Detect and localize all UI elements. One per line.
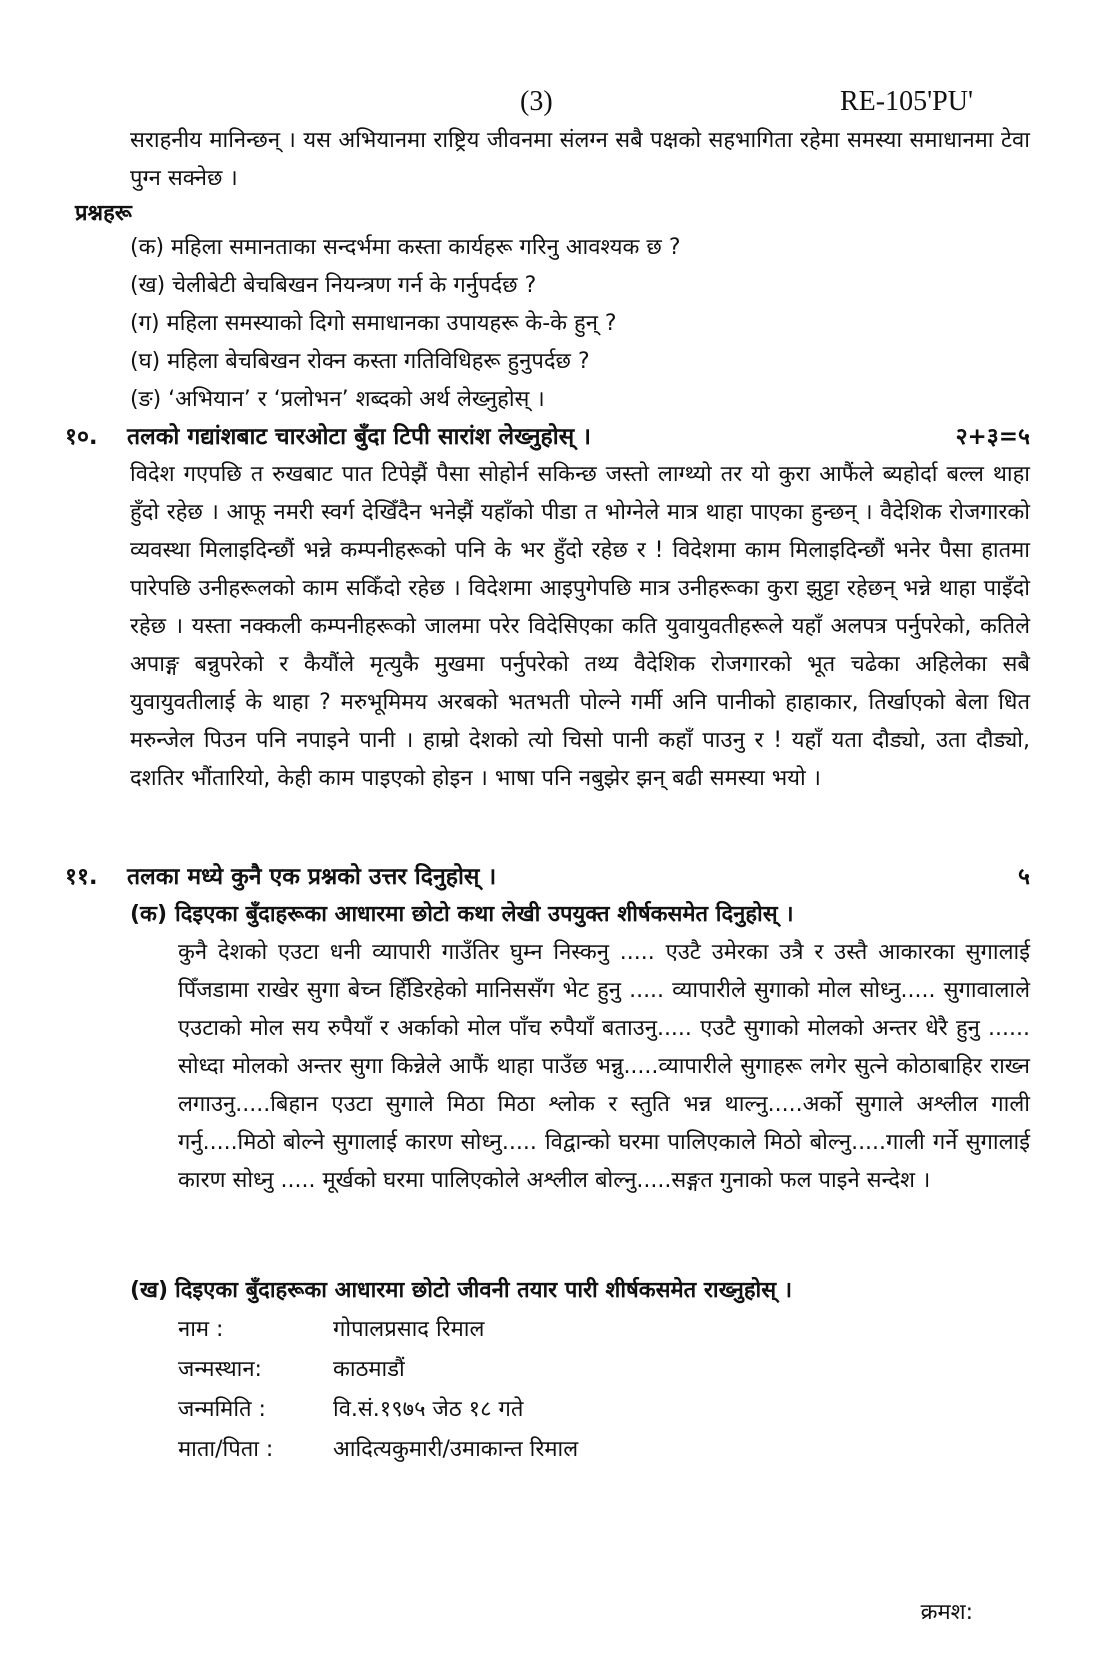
detail-row (178, 1390, 578, 1430)
question-10-heading (65, 418, 1030, 456)
detail-row (178, 1430, 578, 1470)
q10-passage: विदेश गएपछि त रुखबाट पात टिपेझैं पैसा सोहोर्न सकिन्छ जस्तो लाग्थ्यो तर यो कुरा आफैंले ब्यहोर्दा बल्ल थाहा हुँदो रहेछ । आफू नमरी स्वर्ग देखिँदैन भनेझैं यहाँको पीडा त भोग्नेले मात्र थाहा पाएका हुन्छन् । वैदेशिक रोजगारको व्यवस्था मिलाइदिन्छौं भन्ने कम्पनीहरूको पनि के भर हुँदो रहेछ र ! विदेशमा काम मिलाइदिन्छौं भनेर पैसा हातमा पारेपछि उनीहरूलको काम सकिँदो रहेछ । विदेशमा आइपुगेपछि मात्र उनीहरूका कुरा झुट्टा रहेछन् भन्ने थाहा पाइँदो रहेछ । यस्ता नक्कली कम्पनीहरूको जालमा परेर विदेसिएका कति युवायुवतीहरूले यहाँ अलपत्र पर्नुपरेको, कतिले अपाङ्ग बन्नुपरेको र कैयौंले मृत्युकै मुखमा पर्नुपरेको तथ्य वैदेशिक रोजगारको भूत चढेका अहिलेका सबै युवायुवतीलाई के थाहा ? मरुभूमिमय अरबको भतभती पोल्ने गर्मी अनि पानीको हाहाकार, तिर्खाएको बेला धित मरुन्जेल पिउन पनि नपाइने पानी । हाम्रो देशको त्यो चिसो पानी कहाँ पाउनु र ! यहाँ यता दौड्यो, उता दौड्यो, दशतिर भौंतारियो, केही काम पाइएको होइन । भाषा पनि नबुझेर झन् बढी समस्या भयो । (130, 462, 1030, 791)
question-item: (ख) चेलीबेटी बेचबिखन नियन्त्रण गर्न के गर्नुपर्दछ ? (130, 273, 537, 298)
question-marks: ५ (1018, 864, 1030, 890)
question-list (130, 229, 1030, 419)
question-number: ११. (65, 864, 98, 890)
part-title: दिइएका बुँदाहरूका आधारमा छोटो जीवनी तयार पारी शीर्षकसमेत राख्नुहोस् । (175, 1278, 793, 1303)
question-title: तलको गद्यांशबाट चारओटा बुँदा टिपी सारांश लेख्नुहोस् । (127, 424, 591, 450)
q11-part-a-heading (130, 896, 1030, 934)
detail-label: नाम : (178, 1317, 224, 1342)
question-marks: २+३=५ (955, 424, 1030, 450)
detail-value: आदित्यकुमारी/उमाकान्त रिमाल (333, 1437, 579, 1462)
detail-label: जन्मस्थान: (178, 1357, 262, 1382)
detail-label: माता/पिता : (178, 1437, 274, 1462)
questions-heading: प्रश्नहरू (75, 201, 132, 226)
page-number: (3) (520, 86, 553, 117)
q11-part-a-text: कुनै देशको एउटा धनी व्यापारी गाउँतिर घुम्न निस्कनु ..... एउटै उमेरका उत्रै र उस्तै आकारका सुगालाई पिँजडामा राखेर सुगा बेच्न हिँडिरहेको मानिससँग भेट हुनु ..... व्यापारीले सुगाको मोल सोध्नु..... सुगावालाले एउटाको मोल सय रुपैयाँ र अर्काको मोल पाँच रुपैयाँ बताउनु..... एउटै सुगाको मोलको अन्तर धेरै हुनु ...... सोध्दा मोलको अन्तर सुगा किन्नेले आफैं थाहा पाउँछ भन्नु.....व्यापारीले सुगाहरू लगेर सुत्ने कोठाबाहिर राख्न लगाउनु.....बिहान एउटा सुगाले मिठा मिठा श्लोक र स्तुति भन्न थाल्नु.....अर्को सुगाले अश्लील गाली गर्नु.....मिठो बोल्ने सुगालाई कारण सोध्नु..... विद्वान्को घरमा पालिएकाले मिठो बोल्नु.....गाली गर्ने सुगालाई कारण सोध्नु ..... मूर्खको घरमा पालिएकोले अश्लील बोल्नु.....सङ्गत गुनाको फल पाइने सन्देश । (178, 940, 1030, 1193)
detail-row (178, 1350, 578, 1390)
q11-part-b-heading (130, 1272, 1030, 1310)
part-title: दिइएका बुँदाहरूका आधारमा छोटो कथा लेखी उपयुक्त शीर्षकसमेत दिनुहोस् । (175, 902, 794, 927)
detail-value: काठमाडौं (333, 1357, 405, 1382)
detail-value: गोपालप्रसाद रिमाल (333, 1317, 485, 1342)
detail-row (178, 1310, 578, 1350)
question-item: (ङ) ‘अभियान’ र ‘प्रलोभन’ शब्दको अर्थ लेख्नुहोस् । (130, 387, 545, 412)
question-number: १०. (65, 424, 98, 450)
question-11-heading (65, 858, 1030, 896)
question-title: तलका मध्ये कुनै एक प्रश्नको उत्तर दिनुहोस् । (127, 864, 497, 890)
part-label: (ख) (130, 1278, 169, 1303)
detail-value: वि.सं.१९७५ जेठ १८ गते (333, 1397, 524, 1422)
question-item: (घ) महिला बेचबिखन रोक्न कस्ता गतिविधिहरू हुनुपर्दछ ? (130, 349, 590, 374)
question-item: (क) महिला समानताका सन्दर्भमा कस्ता कार्यहरू गरिनु आवश्यक छ ? (130, 235, 681, 260)
biography-details (178, 1310, 578, 1470)
question-item: (ग) महिला समस्याको दिगो समाधानका उपायहरू के-के हुन् ? (130, 311, 617, 336)
detail-label: जन्ममिति : (178, 1397, 266, 1422)
continued-label: क्रमश: (920, 1600, 973, 1625)
part-label: (क) (130, 902, 168, 927)
intro-paragraph: सराहनीय मानिन्छन् । यस अभियानमा राष्ट्रिय जीवनमा संलग्न सबै पक्षको सहभागिता रहेमा समस्या समाधानमा टेवा पुग्न सक्नेछ । (130, 128, 1030, 191)
exam-code: RE-105'PU' (840, 86, 973, 117)
